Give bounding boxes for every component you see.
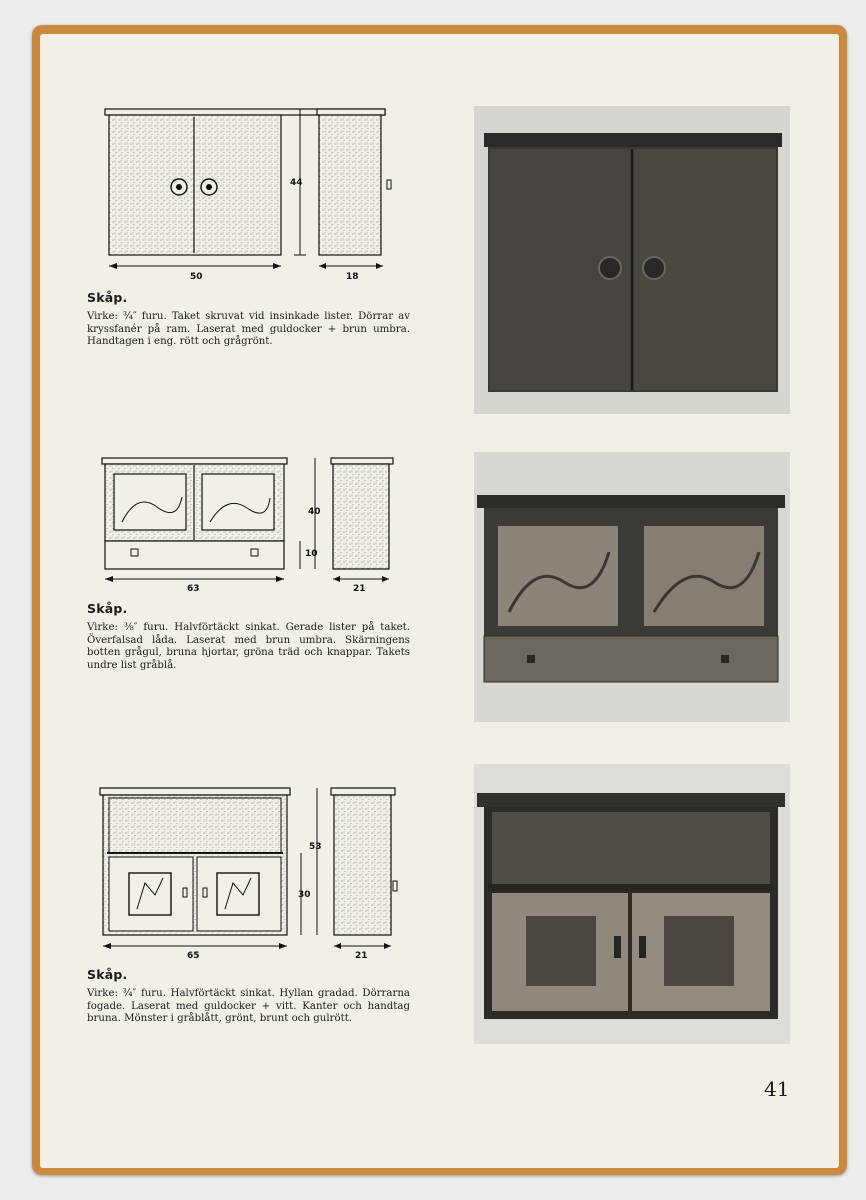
cabinet-3-description: Virke: ¾″ furu. Halvförtäckt sinkat. Hyllan gradad. Dörrarna fogade. Laserat med guldocker + vitt. Kanter och handtag bruna. Mönster i gråblått, grönt, brunt och gulrött.: [87, 988, 410, 1025]
cabinet-2-width-label: 63: [187, 584, 200, 594]
cabinet-2-drawing: [97, 452, 402, 597]
cabinet-3-width-label: 65: [187, 951, 200, 961]
cabinet-1-photo: [474, 106, 790, 414]
cabinet-2-drawer-label: 10: [305, 549, 318, 559]
cabinet-1-title: Skåp.: [87, 290, 128, 305]
cabinet-1-caption: [87, 290, 410, 349]
cabinet-2-depth-label: 21: [353, 584, 366, 594]
cabinet-3-caption: [87, 967, 410, 1026]
cabinet-3-door-label: 30: [298, 890, 311, 900]
cabinet-3-title: Skåp.: [87, 967, 128, 982]
cabinet-2-photo: [474, 452, 790, 722]
cabinet-2-height-label: 40: [308, 507, 321, 517]
cabinet-1-drawing: [100, 100, 400, 285]
cabinet-2-title: Skåp.: [87, 601, 128, 616]
page-number: 41: [764, 1077, 790, 1101]
cabinet-2-caption: [87, 601, 410, 672]
cabinet-1-depth-label: 18: [346, 272, 359, 282]
cabinet-1-description: Virke: ¾″ furu. Taket skruvat vid insinkade lister. Dörrar av kryssfanér på ram. Laserat med guldocker + brun umbra. Handtagen i eng. rött och grågrönt.: [87, 311, 410, 348]
cabinet-1-width-label: 50: [190, 272, 203, 282]
cabinet-3-photo: [474, 764, 790, 1044]
cabinet-3-height-label: 53: [309, 842, 322, 852]
cabinet-3-drawing: [95, 783, 405, 963]
cabinet-2-description: Virke: ⅜″ furu. Halvförtäckt sinkat. Gerade lister på taket. Överfalsad låda. Laserat med brun umbra. Skärningens botten grågul, bruna hjortar, gröna träd och knappar. Takets undre list gråblå.: [87, 622, 410, 671]
cabinet-3-depth-label: 21: [355, 951, 368, 961]
cabinet-1-height-label: 44: [290, 178, 303, 188]
